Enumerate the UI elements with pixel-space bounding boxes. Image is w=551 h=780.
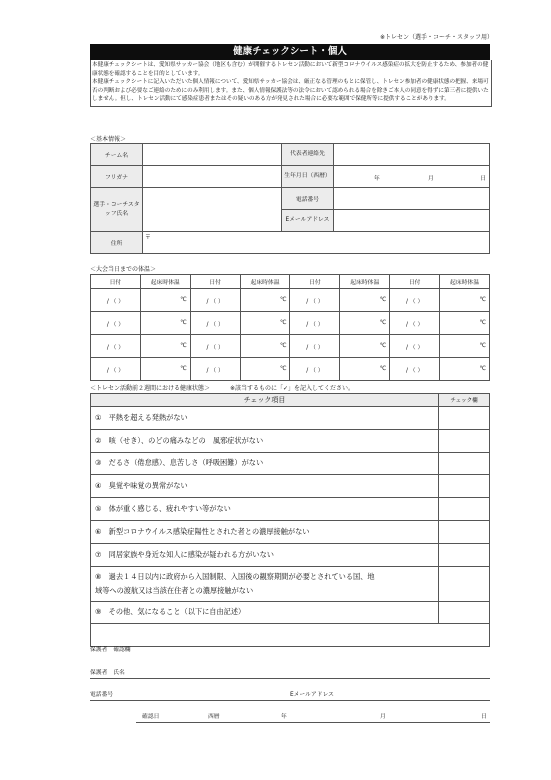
temp-cell[interactable]: ℃ [440,335,490,358]
check-box[interactable] [439,452,490,475]
check-row [91,498,490,521]
date-cell[interactable]: / （ ） [390,335,440,358]
check-row [91,566,490,601]
confirm-date-line[interactable] [136,722,490,723]
intro-box [90,60,492,107]
address-label: 住所 [91,232,143,254]
usage-note: ※トレセン（選手・コーチ・スタッフ用） [379,34,493,41]
email-label: Eメールアドレス [282,210,334,232]
intro-paragraph-1: 本健康チェックシートは、愛知県サッカー協会（地区も含む）が開催するトレセン活動において新型コロナウイルス感染症の拡大を防止するため、参加者の健康状態を確認することを目的としています。 [92,62,489,77]
name-field[interactable] [143,188,282,232]
temp-cell[interactable]: ℃ [340,335,390,358]
temp-header: 起床時体温 [340,275,390,289]
check-box[interactable] [439,429,490,452]
temp-header: 起床時体温 [240,275,290,289]
date-cell[interactable]: / （ ） [190,335,240,358]
footer-email-label: Eメールアドレス [290,692,334,698]
intro-paragraph-2: 本健康チェックシートに記入いただいた個人情報について、愛知県サッカー協会は、厳正なる管理のもとに保管し、トレセン参加者の健康状態の把握、来場可否の判断および必要なご連絡のためにのみ利用します。また、個人情報保護法等の法令において認められる場合を除きご本人の同意を得ずに第三者に提供いたしません。但し、トレセン活動にて感染症患者またはその疑いのある方が発見された場合に必要な範囲で保健所等に提供することがあります。 [92,79,489,103]
date-cell[interactable]: / （ ） [190,312,240,335]
basic-info-table [90,143,490,254]
check-item: ⑥ 新型コロナウイルス感染症陽性とされた者との濃厚接触がない [91,520,439,543]
temp-cell[interactable]: ℃ [140,289,190,312]
birth-day: 日 [480,176,486,182]
date-header: 日付 [390,275,440,289]
temp-cell[interactable]: ℃ [440,358,490,381]
date-cell[interactable]: / （ ） [91,358,141,381]
checks-label [90,383,354,392]
date-cell[interactable]: / （ ） [390,312,440,335]
check-box[interactable] [439,566,490,601]
guardian-name-label: 保護者 氏名 [90,670,125,676]
check-column-header: チェック欄 [439,394,490,407]
birth-month: 月 [428,176,434,182]
birth-field[interactable] [334,166,490,188]
date-cell[interactable]: / （ ） [91,312,141,335]
contact-line[interactable] [90,700,490,701]
name-label: 選手・コーチスタッフ氏名 [91,188,143,232]
temp-cell[interactable]: ℃ [240,312,290,335]
date-cell[interactable]: / （ ） [390,358,440,381]
date-header: 日付 [190,275,240,289]
check-row [91,601,490,624]
temperature-row [91,358,490,381]
temperature-table [90,274,490,381]
check-item: ② 咳（せき）、のどの痛みなどの 風邪症状がない [91,429,439,452]
footer-phone-label: 電話番号 [90,692,114,698]
temps-label: ＜大会当日までの体温＞ [90,266,157,273]
page-title: 健康チェックシート・個人 [90,44,490,60]
date-cell[interactable]: / （ ） [290,335,340,358]
basic-info-label: ＜基本情報＞ [90,136,127,143]
temp-cell[interactable]: ℃ [240,335,290,358]
health-check-table [90,393,490,647]
confirm-year: 年 [281,714,287,720]
confirm-day: 日 [481,714,487,720]
date-cell[interactable]: / （ ） [91,289,141,312]
check-box[interactable] [439,407,490,430]
temp-cell[interactable]: ℃ [440,289,490,312]
check-row [91,407,490,430]
temp-cell[interactable]: ℃ [140,358,190,381]
temp-cell[interactable]: ℃ [440,312,490,335]
check-box[interactable] [439,520,490,543]
confirm-date-label: 確認日 [142,714,160,720]
check-item-header: チェック項目 [91,394,439,407]
check-item: ④ 臭覚や味覚の異常がない [91,475,439,498]
date-cell[interactable]: / （ ） [190,289,240,312]
check-row [91,452,490,475]
temp-cell[interactable]: ℃ [240,358,290,381]
check-item-8-line-1: ⑧ 過去１４日以内に政府から入国制限、入国後の観察期間が必要とされている国、地 [95,571,375,581]
temp-cell[interactable]: ℃ [340,358,390,381]
check-box[interactable] [439,498,490,521]
check-item: ① 平熱を超える発熱がない [91,407,439,430]
date-cell[interactable]: / （ ） [290,312,340,335]
temperature-row [91,289,490,312]
temp-cell[interactable]: ℃ [140,312,190,335]
check-item: ③ だるさ（倦怠感）、息苦しさ（呼吸困難）がない [91,452,439,475]
temperature-row [91,335,490,358]
temp-cell[interactable]: ℃ [340,312,390,335]
check-row [91,520,490,543]
furigana-field[interactable] [143,166,282,188]
free-text-area[interactable] [91,624,490,647]
birth-year: 年 [374,176,380,182]
email-field[interactable] [334,210,490,232]
phone-field[interactable] [334,188,490,210]
phone-label: 電話番号 [282,188,334,210]
check-item: ⑦ 同居家族や身近な知人に感染が疑われる方がいない [91,543,439,566]
check-item-8-line-2: 域等への渡航又は当該在住者との濃厚接触がない [95,585,254,595]
postal-mark: 〒 [145,235,151,241]
check-item: ⑤ 体が重く感じる、疲れやすい等がない [91,498,439,521]
checks-section-label: ＜トレセン活動前２週間における健康状態＞ [90,385,211,392]
date-header: 日付 [290,275,340,289]
check-row [91,543,490,566]
rep-contact-field[interactable] [334,144,490,166]
check-row [91,475,490,498]
team-label: チーム名 [91,144,143,166]
check-box[interactable] [439,543,490,566]
furigana-label: フリガナ [91,166,143,188]
birth-label: 生年月日（西暦） [282,166,334,188]
guardian-name-line[interactable] [90,678,490,679]
checks-instruction: ※該当するものに「✓」を記入してください。 [229,385,354,392]
date-cell[interactable]: / （ ） [290,289,340,312]
guardian-confirm-label: 保護者 確認欄 [90,647,131,653]
date-cell[interactable]: / （ ） [91,335,141,358]
date-cell[interactable]: / （ ） [190,358,240,381]
rep-contact-label: 代表者連絡先 [282,144,334,166]
check-box[interactable] [439,475,490,498]
temp-cell[interactable]: ℃ [340,289,390,312]
temperature-row [91,312,490,335]
address-field[interactable] [143,232,490,254]
date-cell[interactable]: / （ ） [390,289,440,312]
check-item-9: ⑨ その他、気になること（以下に自由記述） [91,601,439,624]
confirm-month: 月 [380,714,386,720]
date-header: 日付 [91,275,141,289]
check-item-8 [91,566,439,601]
era-label: 西暦 [208,714,220,720]
check-row [91,429,490,452]
team-field[interactable] [143,144,282,166]
temp-cell[interactable]: ℃ [140,335,190,358]
temp-header: 起床時体温 [140,275,190,289]
temp-header: 起床時体温 [440,275,490,289]
check-box[interactable] [439,601,490,624]
date-cell[interactable]: / （ ） [290,358,340,381]
temp-cell[interactable]: ℃ [240,289,290,312]
